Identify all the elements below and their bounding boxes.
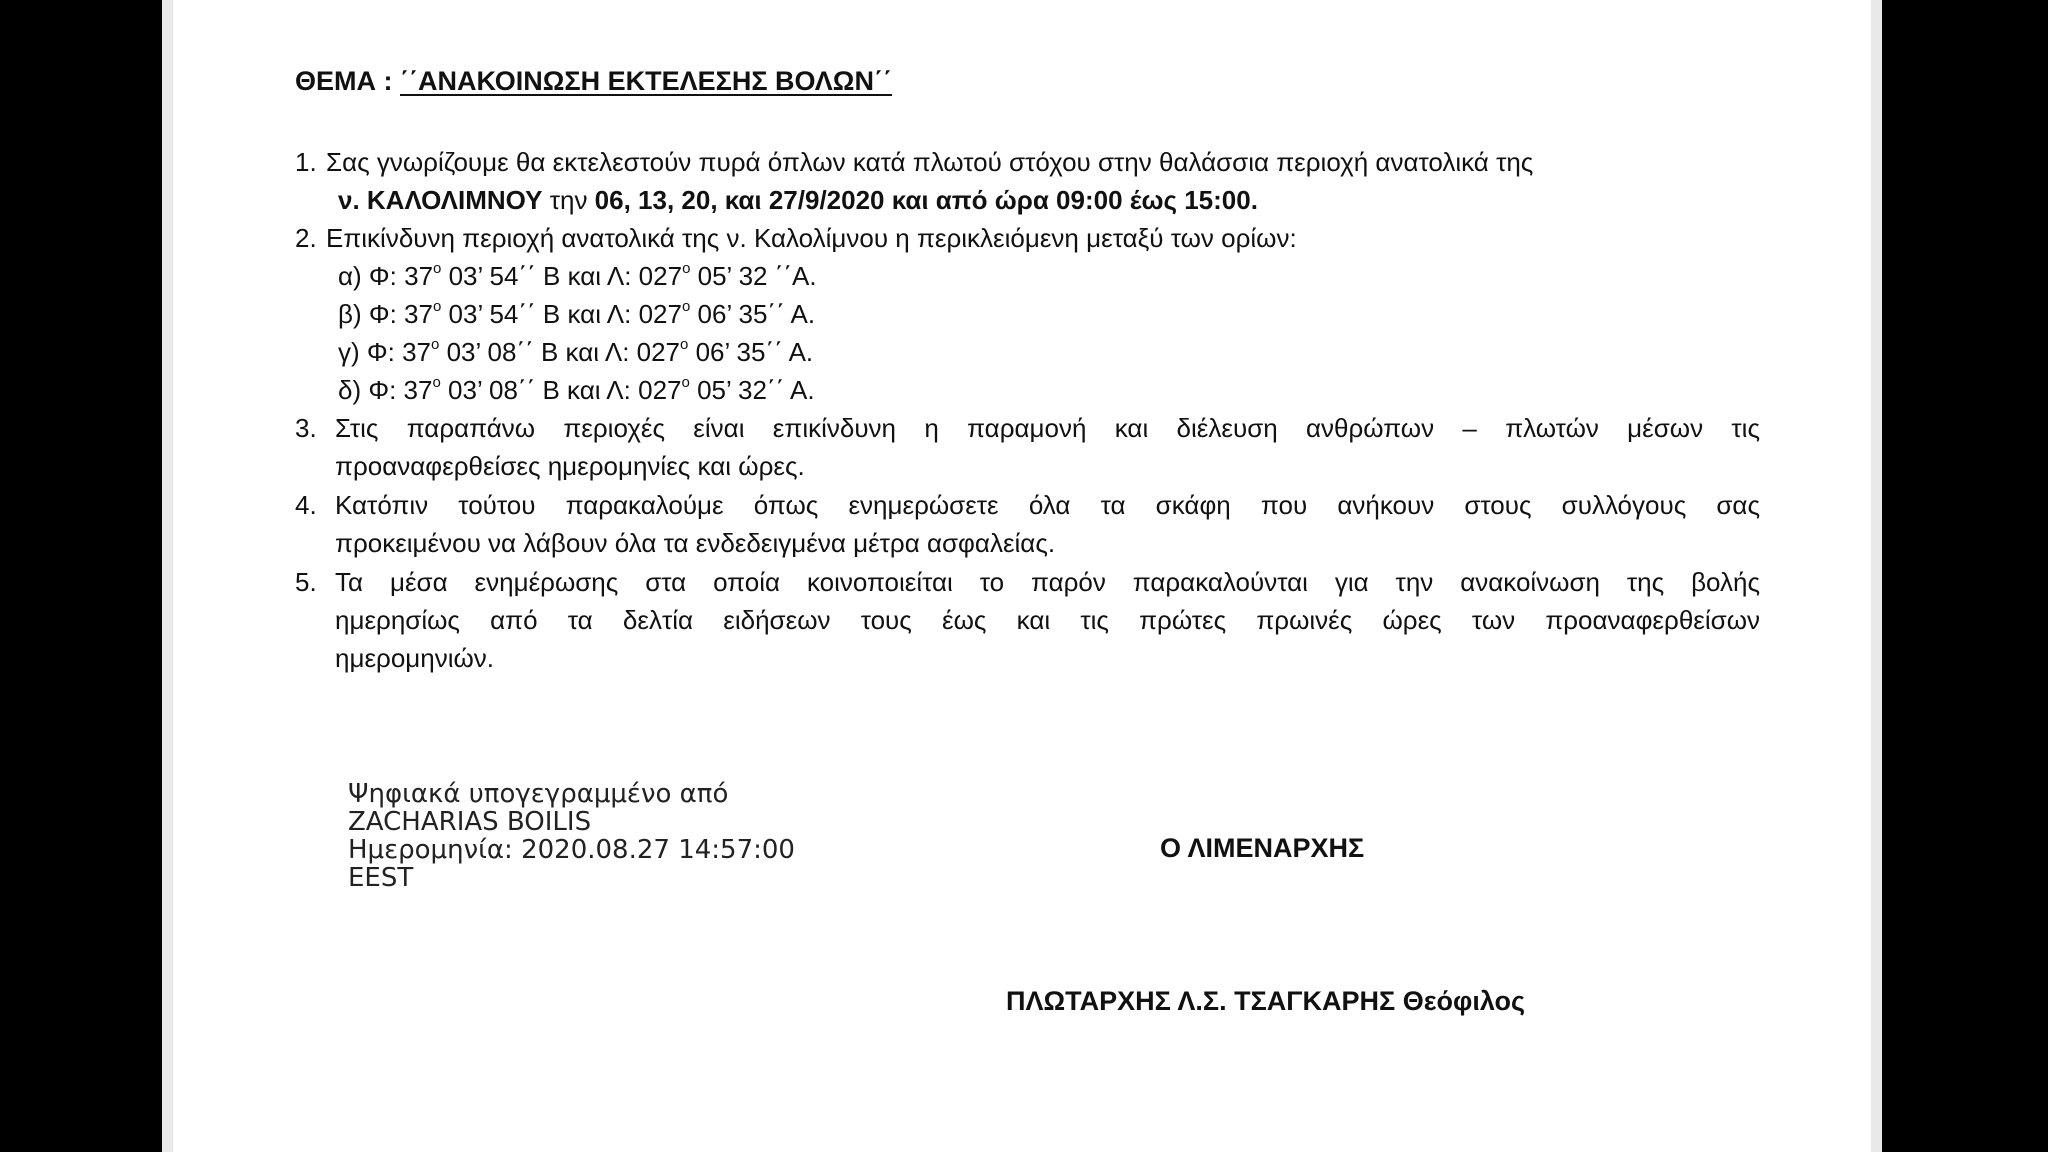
coordinate-lat-degrees: δ) Φ: 37 — [338, 375, 433, 405]
coordinate-row — [338, 372, 815, 408]
digital-signature-block — [348, 780, 795, 892]
degree-symbol: o — [432, 298, 442, 315]
item-5-line-2: ημερησίως από τα δελτία ειδήσεων τους έως και τις πρώτες πρωινές ώρες των προαναφερθείσων — [335, 605, 1760, 635]
coordinate-lat: 03’ 08΄΄ Β και Λ: 027 — [440, 375, 682, 405]
coordinate-lat-degrees: α) Φ: 37 — [338, 261, 434, 291]
signature-caption: Ψηφιακά υπογεγραμμένο από — [348, 779, 729, 809]
item-1-connector: την — [542, 185, 595, 215]
coordinate-lat: 03’ 08΄΄ Β και Λ: 027 — [439, 337, 681, 367]
coordinate-lat: 03’ 54΄΄ Β και Λ: 027 — [441, 261, 683, 291]
subject-title: ΄΄ΑΝΑΚΟΙΝΩΣΗ ΕΚΤΕΛΕΣΗΣ ΒΟΛΩΝ΄΄ — [400, 66, 892, 96]
item-3-line-2: προαναφερθείσες ημερομηνίες και ώρες. — [335, 451, 805, 481]
item-4-line-2: προκειμένου να λάβουν όλα τα ενδεδειγμένα μέτρα ασφαλείας. — [335, 528, 1056, 558]
subject-heading — [295, 66, 892, 97]
item-3-line-1: Στις παραπάνω περιοχές είναι επικίνδυνη η παραμονή και διέλευση ανθρώπων – πλωτών μέσων τις — [335, 413, 1760, 443]
item-2-number: 2. — [295, 223, 317, 253]
item-5-line-3: ημερομηνιών. — [335, 643, 495, 673]
item-1-number: 1. — [295, 147, 317, 177]
item-3-number: 3. — [295, 413, 317, 443]
coordinate-lon: 06’ 35΄΄ Α. — [690, 299, 816, 329]
degree-symbol: o — [682, 260, 691, 277]
item-5-number: 5. — [295, 567, 317, 597]
coordinate-lat-degrees: β) Φ: 37 — [338, 299, 433, 329]
coordinate-lat-degrees: γ) Φ: 37 — [338, 337, 431, 367]
coordinate-lon: 05’ 32 ΄΄Α. — [690, 261, 817, 291]
coordinate-lon: 05’ 32΄΄ Α. — [689, 375, 815, 405]
item-5-line-1: Τα μέσα ενημέρωσης στα οποία κοινοποιείται το παρόν παρακαλούνται για την ανακοίνωση της βολής — [335, 567, 1760, 597]
item-1-place: ν. ΚΑΛΟΛΙΜΝΟΥ — [338, 185, 543, 215]
item-1-line-2 — [338, 182, 1258, 218]
degree-symbol: o — [431, 336, 440, 353]
item-1-line-1: Σας γνωρίζουμε θα εκτελεστούν πυρά όπλων κατά πλωτού στόχου στην θαλάσσια περιοχή ανατολικά της — [326, 147, 1534, 177]
degree-symbol: o — [433, 260, 442, 277]
signature-timezone: EEST — [348, 863, 414, 893]
signer-role: Ο ΛΙΜΕΝΑΡΧΗΣ — [1160, 833, 1365, 863]
degree-symbol: o — [432, 374, 441, 391]
coordinate-row — [338, 334, 813, 370]
item-2-text: Επικίνδυνη περιοχή ανατολικά της ν. Καλολίμνου η περικλειόμενη μεταξύ των ορίων: — [326, 223, 1297, 253]
coordinate-row — [338, 296, 815, 332]
signer-name: ΠΛΩΤΑΡΧΗΣ Λ.Σ. ΤΣΑΓΚΑΡΗΣ Θεόφιλος — [1006, 986, 1526, 1016]
signature-name: ZACHARIAS BOILIS — [348, 807, 592, 837]
item-1-dates: 06, 13, 20, και 27/9/2020 και από ώρα 09:00 έως 15:00. — [594, 185, 1258, 215]
coordinate-lon: 06’ 35΄΄ Α. — [688, 337, 814, 367]
degree-symbol: o — [680, 336, 689, 353]
item-4-line-1: Κατόπιν τούτου παρακαλούμε όπως ενημερώσετε όλα τα σκάφη που ανήκουν στους συλλόγους σας — [335, 490, 1760, 520]
item-4-number: 4. — [295, 490, 317, 520]
coordinate-row — [338, 258, 817, 294]
signature-date: Ημερομηνία: 2020.08.27 14:57:00 — [348, 835, 795, 865]
subject-label: ΘΕΜΑ : — [295, 66, 400, 96]
coordinate-lat: 03’ 54΄΄ Β και Λ: 027 — [441, 299, 682, 329]
degree-symbol: o — [681, 298, 691, 315]
degree-symbol: o — [681, 374, 690, 391]
